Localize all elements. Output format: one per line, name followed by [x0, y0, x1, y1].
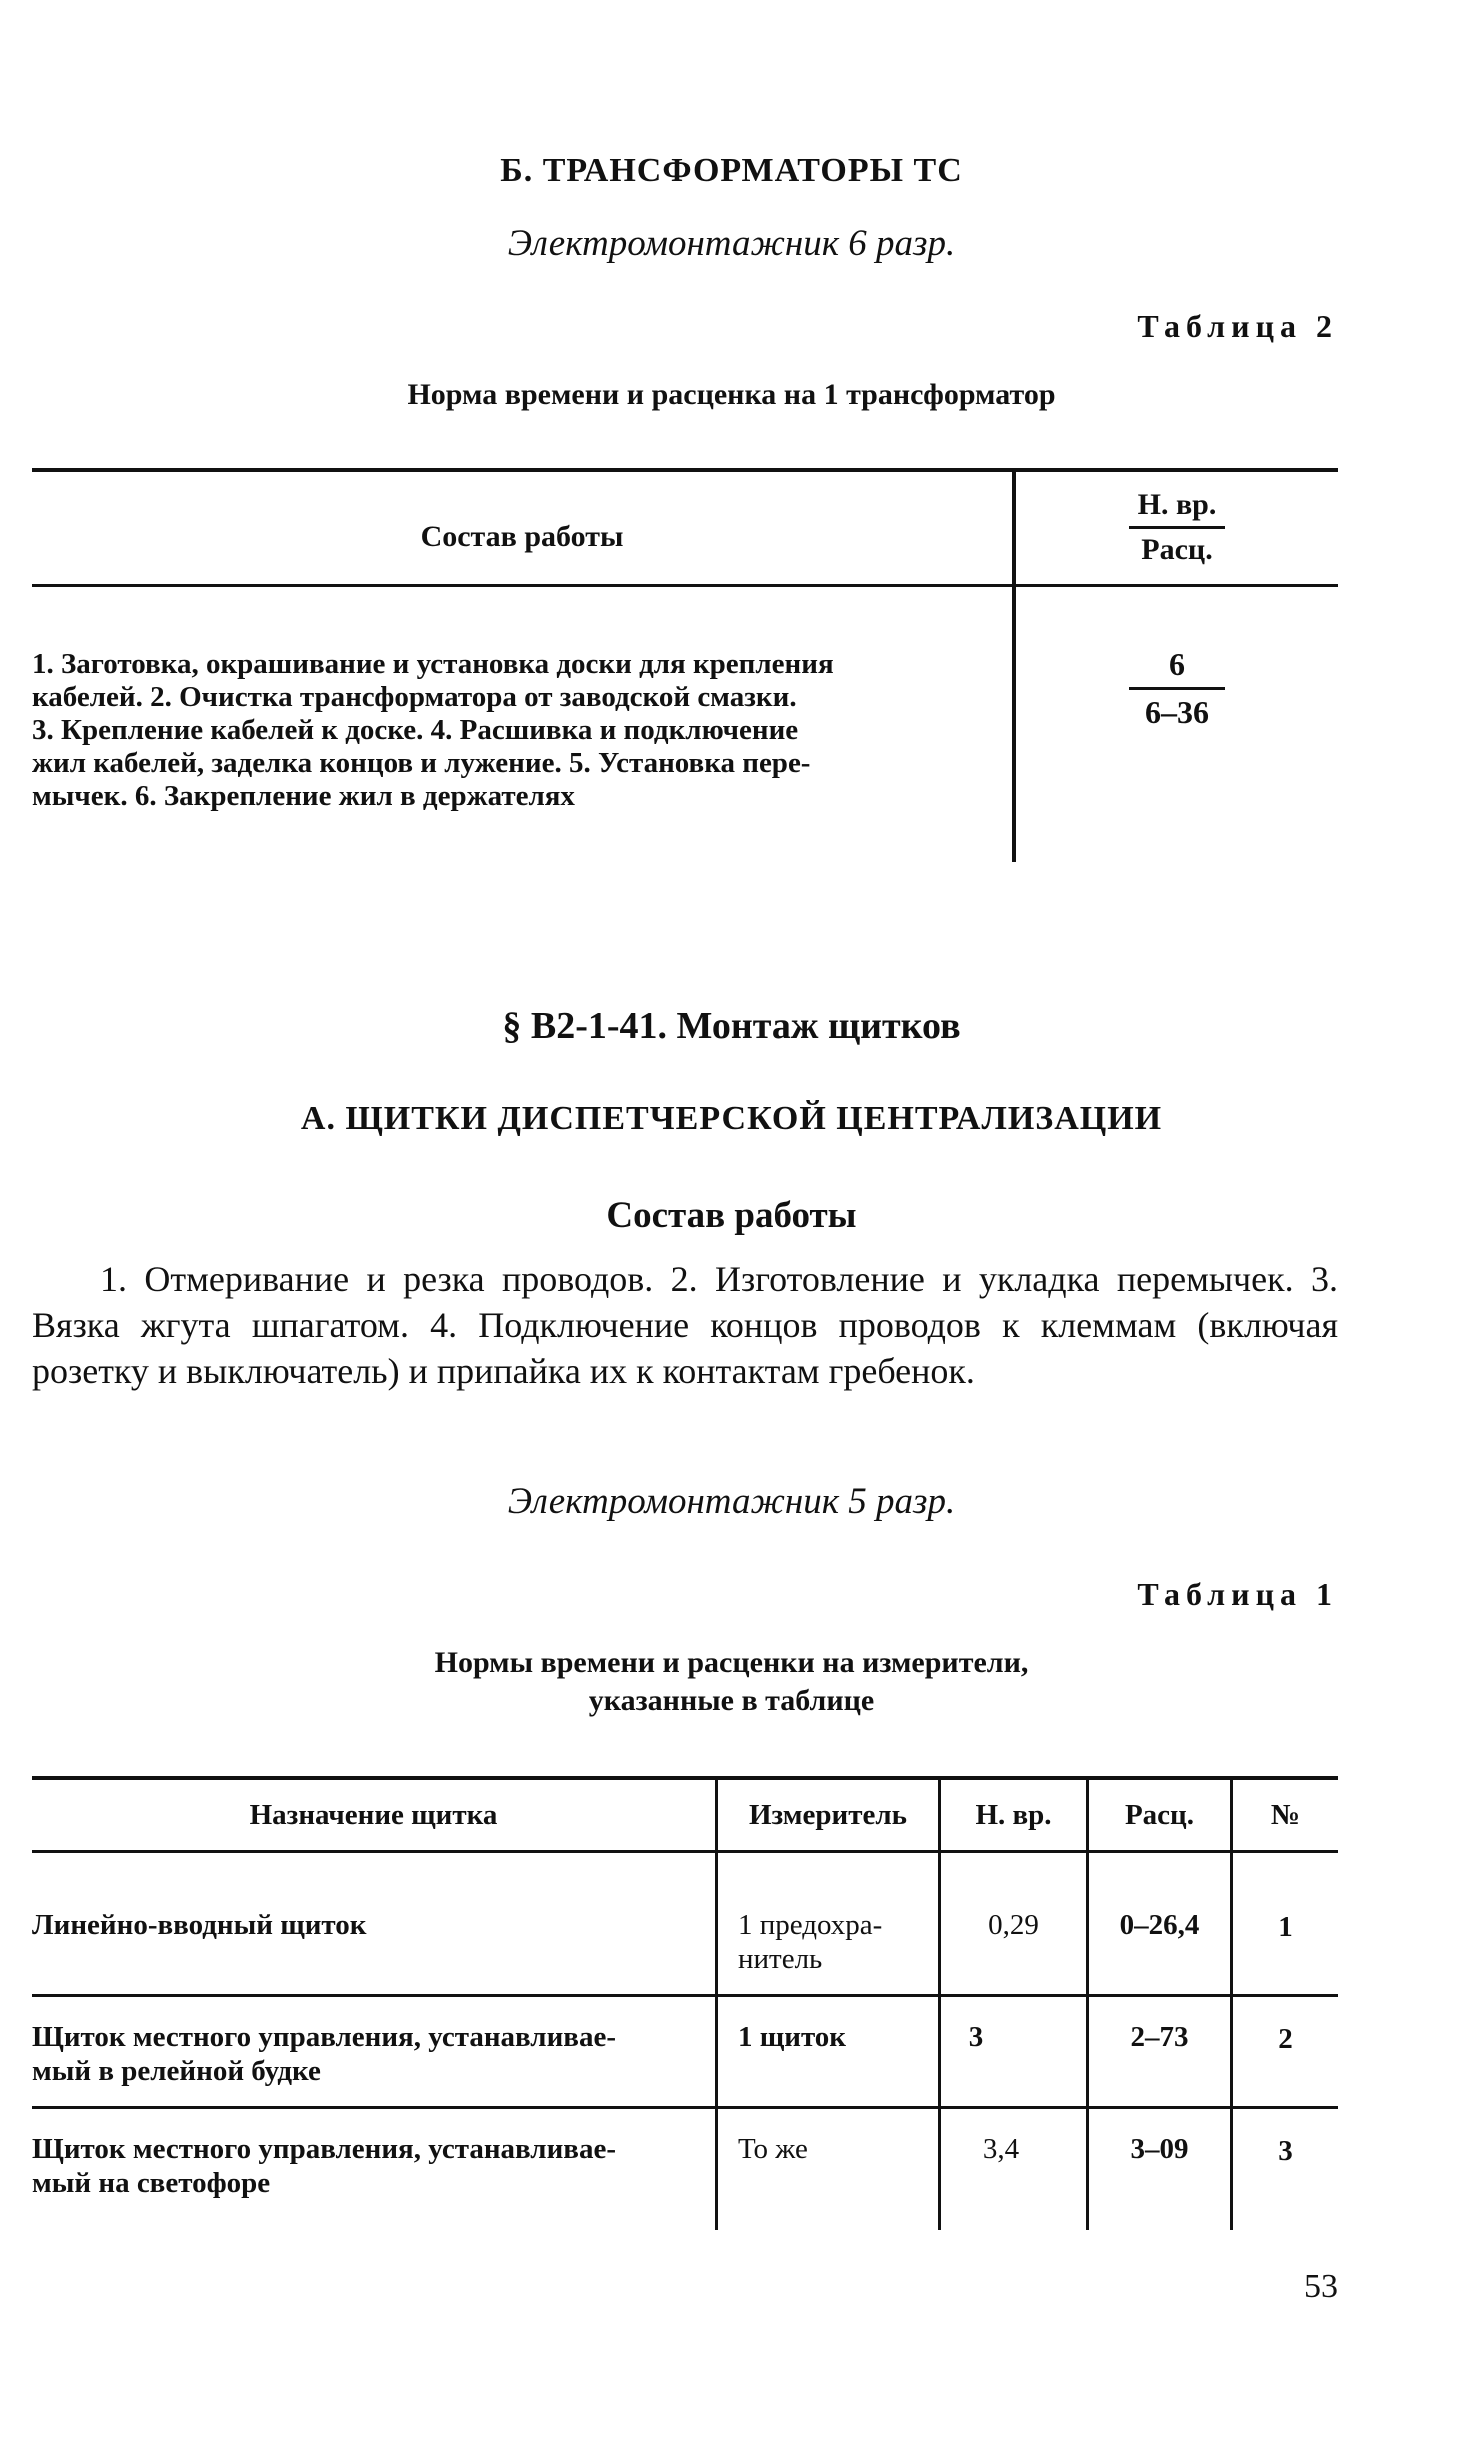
row-3-unit: То же	[738, 2133, 808, 2165]
table-top-rule	[32, 1776, 1338, 1780]
fraction-bar	[1129, 687, 1225, 690]
work-heading: Состав работы	[606, 1195, 857, 1236]
col-header-panel: Назначение щитка	[249, 1799, 498, 1831]
col-header-norm-rate	[1016, 488, 1338, 567]
table-column-divider	[715, 1776, 718, 2230]
col-header-work: Состав работы	[420, 520, 624, 553]
rate-value: 6–36	[1145, 694, 1209, 730]
row-2-rate: 2–73	[1130, 2021, 1189, 2053]
table-header-rule	[32, 584, 1338, 587]
norm-time-label: Н. вр.	[1137, 488, 1217, 521]
fraction-bar	[1129, 526, 1225, 529]
row-1-unit: 1 предохра- нитель	[738, 1909, 883, 1975]
caption-line: указанные в таблице	[588, 1684, 875, 1717]
row-2-panel: Щиток местного управления, устанавливае- мый в релейной будке	[32, 2021, 616, 2087]
col-header-unit: Измеритель	[749, 1799, 907, 1831]
work-line: жил кабелей, заделка концов и лужение. 5. Установка пере-	[32, 747, 811, 779]
col-header-number: №	[1270, 1799, 1301, 1831]
row-3-rate: 3–09	[1130, 2133, 1189, 2165]
row-1-norm: 0,29	[988, 1909, 1039, 1941]
worker-grade-6: Электромонтажник 6 разр.	[507, 223, 956, 264]
subsection-title-dispatch-panels: А. ЩИТКИ ДИСПЕТЧЕРСКОЙ ЦЕНТРАЛИЗАЦИИ	[300, 1100, 1163, 1137]
row-1-rate: 0–26,4	[1119, 1909, 1200, 1941]
table-1-label: Таблица 1	[1137, 1576, 1338, 1612]
page-number: 53	[1304, 2268, 1338, 2305]
row-3-norm: 3,4	[982, 2133, 1020, 2165]
work-line: кабелей. 2. Очистка трансформатора от заводской смазки.	[32, 681, 797, 713]
table-2-label: Таблица 2	[1137, 308, 1338, 344]
table-row-rule	[32, 2106, 1338, 2109]
norm-time-value: 6	[1169, 646, 1185, 682]
row-3-number: 3	[1278, 2135, 1293, 2167]
row-1-panel: Линейно-вводный щиток	[32, 1909, 367, 1941]
table-header-rule	[32, 1850, 1338, 1853]
table-top-rule	[32, 468, 1338, 472]
table-1-caption	[0, 1644, 1463, 1720]
caption-line: Нормы времени и расценки на измерители,	[434, 1646, 1029, 1679]
row-1-number: 1	[1278, 1911, 1293, 1943]
section-title-transformers: Б. ТРАНСФОРМАТОРЫ ТС	[500, 152, 963, 189]
work-line: 1. Заготовка, окрашивание и установка доски для крепления	[32, 648, 834, 680]
row-2-number: 2	[1278, 2023, 1293, 2055]
table-row-rule	[32, 1994, 1338, 1997]
work-line: мычек. 6. Закрепление жил в держателях	[32, 780, 575, 812]
table-2	[32, 468, 1338, 862]
row-3-panel: Щиток местного управления, устанавливае- мый на светофоре	[32, 2133, 616, 2199]
norm-rate-value	[1016, 646, 1338, 731]
work-line: 3. Крепление кабелей к доске. 4. Расшивка и подключение	[32, 714, 799, 746]
work-paragraph: 1. Отмеривание и резка проводов. 2. Изготовление и укладка перемычек. 3. Вязка жгута шпагатом. 4. Подключение концов проводов к клеммам (включая розетку и выключатель) и припайка их к контактам гребенок.	[32, 1259, 1338, 1391]
rate-label: Расц.	[1141, 533, 1213, 566]
table-1	[32, 1776, 1338, 2230]
work-description	[32, 648, 1002, 813]
col-header-rate: Расц.	[1124, 1799, 1195, 1831]
row-2-norm: 3	[968, 2021, 984, 2053]
section-title-panels: § В2-1-41. Монтаж щитков	[502, 1005, 961, 1047]
worker-grade-5: Электромонтажник 5 разр.	[507, 1481, 956, 1522]
table-2-caption: Норма времени и расценка на 1 трансформатор	[407, 378, 1056, 411]
col-header-norm: Н. вр.	[975, 1799, 1052, 1831]
row-2-unit: 1 щиток	[738, 2021, 847, 2053]
